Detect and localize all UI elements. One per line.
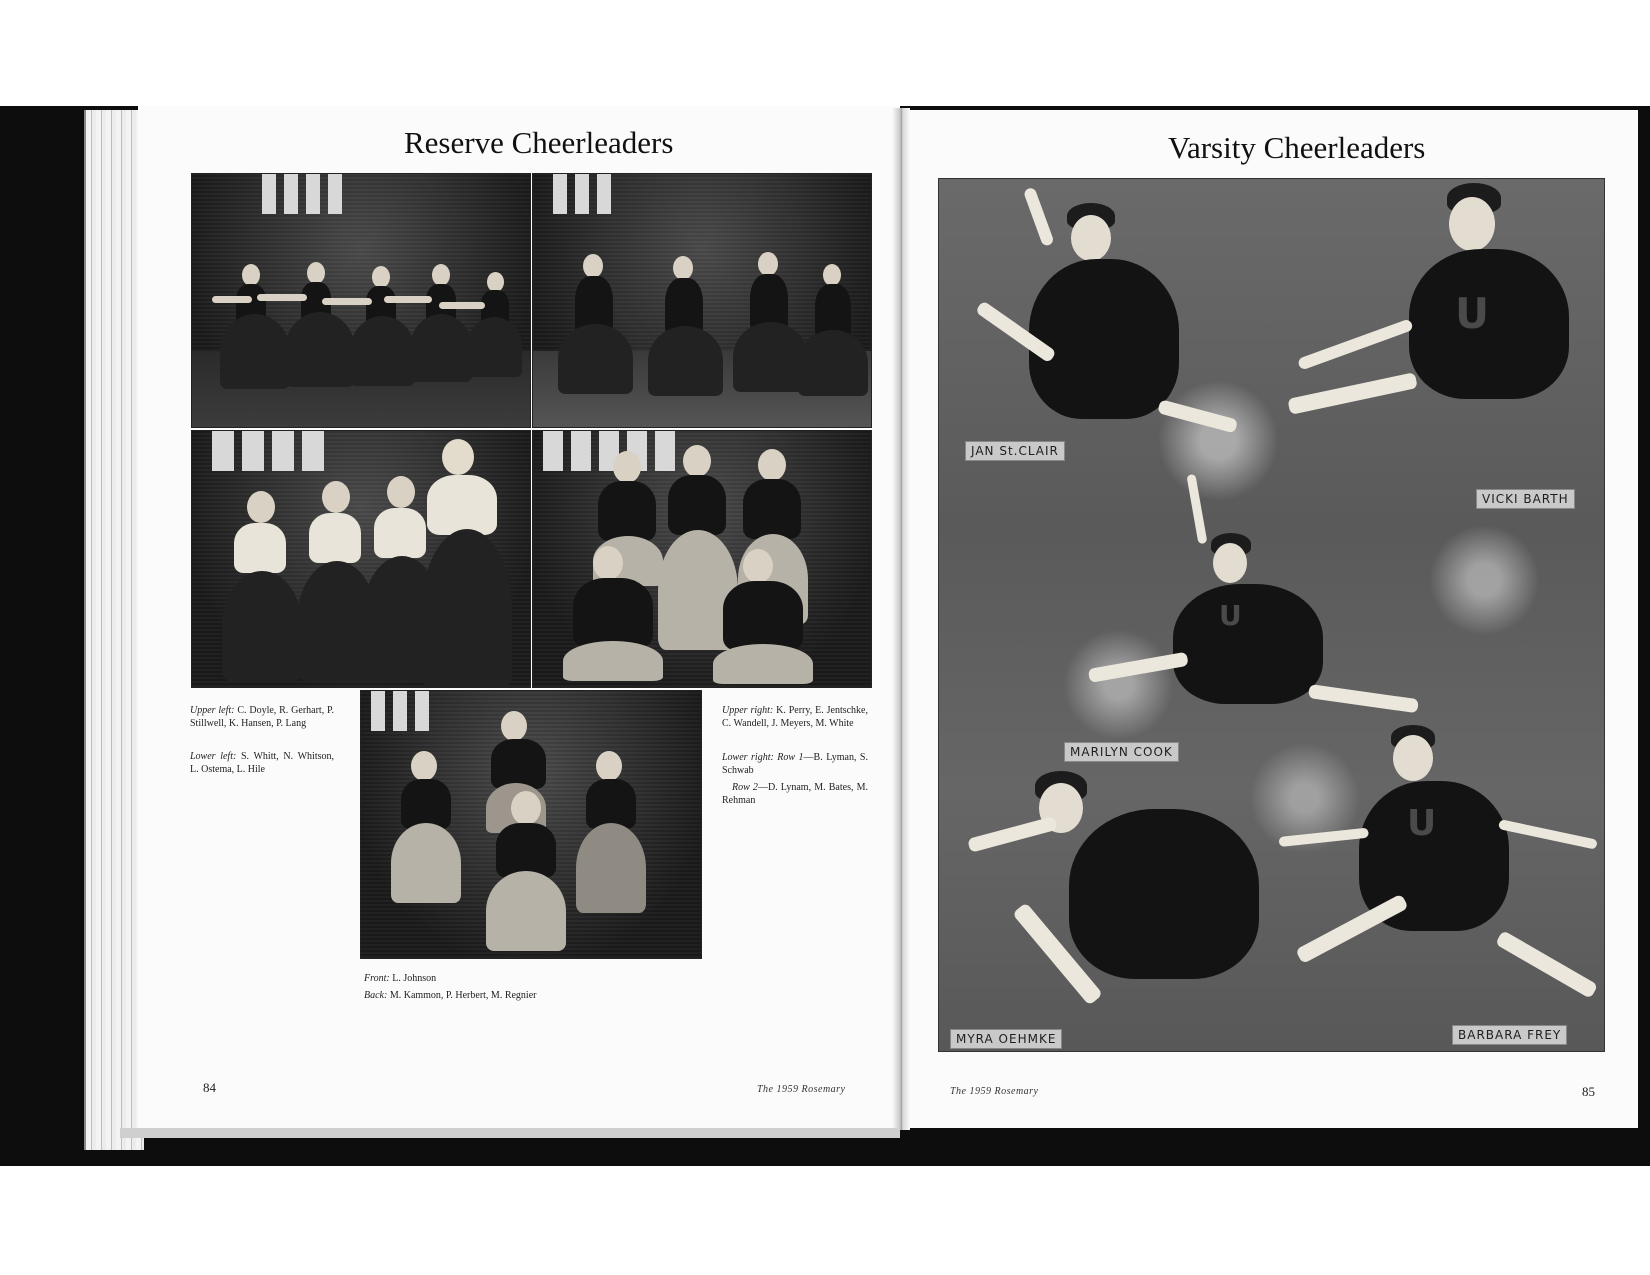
- gym-windows: [371, 691, 429, 721]
- gym-windows: [543, 431, 675, 465]
- caption-label: Lower right: Row 1: [722, 752, 804, 763]
- caption-names: L. Johnson: [392, 973, 437, 984]
- letter-u-icon: U: [1407, 803, 1437, 844]
- nameplate-marilyn: MARILYN COOK: [1064, 742, 1179, 762]
- caption-lower-right: [722, 751, 868, 777]
- page-number-right: 85: [1582, 1084, 1595, 1099]
- caption-names: —B. Lyman, S. Schwab: [722, 752, 868, 776]
- nameplate-jan: JAN St.CLAIR: [965, 441, 1065, 461]
- caption-lower-right-row2: [722, 781, 868, 807]
- book-gutter: [892, 108, 910, 1130]
- page-bottom-edge: [120, 1128, 900, 1138]
- running-footer-right: The 1959 Rosemary: [950, 1086, 1039, 1097]
- nameplate-myra: MYRA OEHMKE: [950, 1029, 1062, 1049]
- caption-upper-right: [722, 704, 868, 730]
- nameplate-barbara: BARBARA FREY: [1452, 1025, 1567, 1045]
- running-footer-left: The 1959 Rosemary: [757, 1084, 846, 1095]
- caption-names: C. Doyle, R. Gerhart, P. Stillwell, K. Hansen, P. Lang: [190, 705, 334, 729]
- nameplate-vicki: VICKI BARTH: [1476, 489, 1575, 509]
- photo-upper-right: [532, 173, 872, 428]
- caption-lower-left: [190, 750, 334, 776]
- photo-lower-left: [191, 430, 531, 688]
- gym-windows: [553, 174, 611, 214]
- book-page-edges: [84, 110, 144, 1150]
- caption-label: Row 2: [732, 782, 758, 793]
- photo-upper-left: [191, 173, 531, 428]
- photo-bottom-center: [360, 690, 702, 959]
- page-number-left: 84: [203, 1080, 216, 1095]
- caption-back: [364, 989, 694, 1002]
- varsity-photo: [938, 178, 1605, 1052]
- caption-label: Front:: [364, 973, 390, 984]
- letter-u-icon: U: [1219, 599, 1242, 632]
- varsity-title: Varsity Cheerleaders: [1168, 130, 1426, 165]
- reserve-title: Reserve Cheerleaders: [404, 125, 674, 160]
- caption-label: Upper right:: [722, 705, 774, 716]
- caption-names: —D. Lynam, M. Bates, M. Rehman: [722, 782, 869, 806]
- caption-label: Back:: [364, 990, 388, 1001]
- caption-upper-left: [190, 704, 334, 730]
- caption-names: S. Whitt, N. Whitson, L. Ostema, L. Hile: [190, 751, 334, 775]
- gym-windows: [262, 174, 342, 214]
- caption-front: [364, 972, 694, 985]
- gym-windows: [212, 431, 324, 467]
- caption-names: M. Kammon, P. Herbert, M. Regnier: [389, 990, 537, 1001]
- letter-u-icon: U: [1455, 289, 1490, 338]
- caption-label: Lower left:: [190, 751, 237, 762]
- caption-label: Upper left:: [190, 705, 235, 716]
- photo-lower-right: [532, 430, 872, 688]
- caption-names: K. Perry, E. Jentschke, C. Wandell, J. Meyers, M. White: [722, 705, 868, 729]
